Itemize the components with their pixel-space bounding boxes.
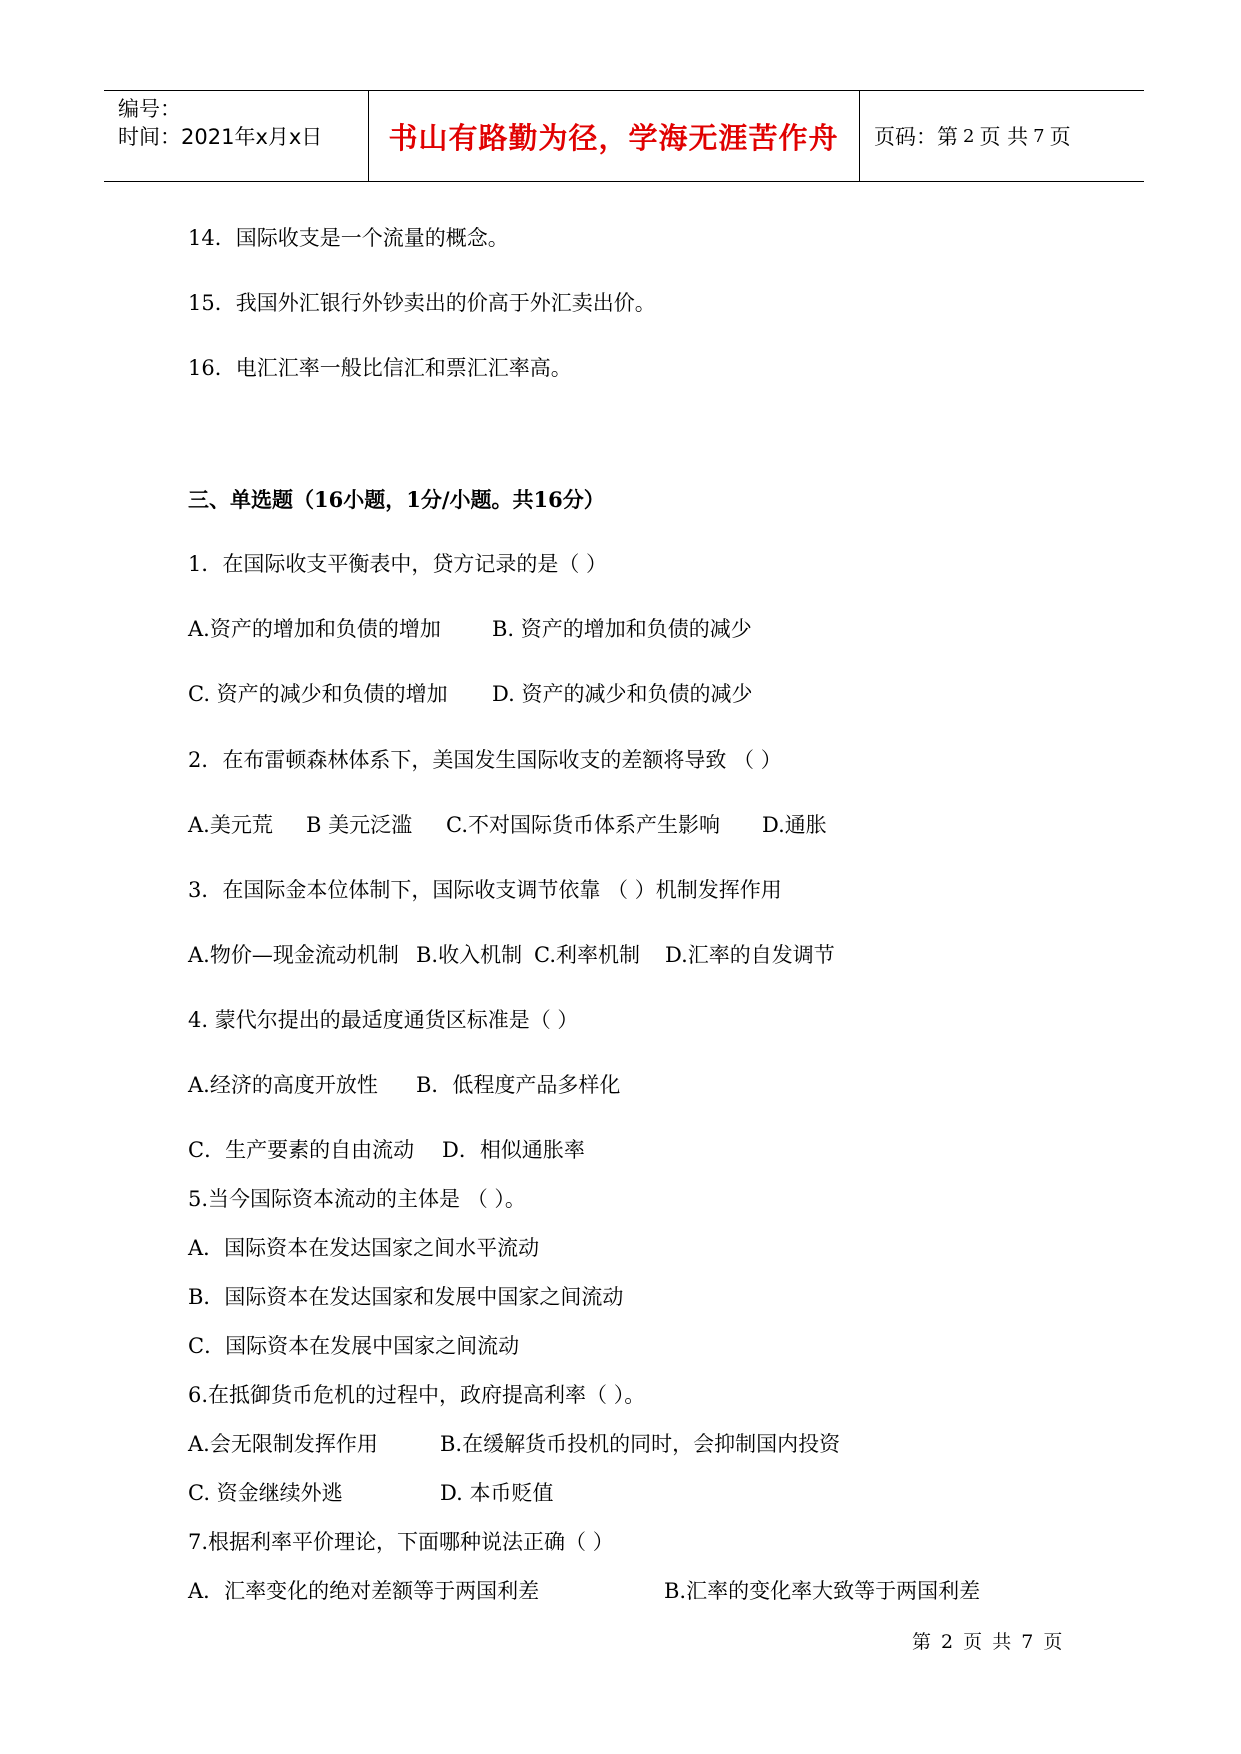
option: A．汇率变化的绝对差额等于两国利差 bbox=[188, 1579, 540, 1603]
header-divider bbox=[859, 91, 860, 181]
question-7-options bbox=[188, 1575, 980, 1605]
option: B.汇率的变化率大致等于两国利差 bbox=[664, 1579, 981, 1603]
section-heading: 三、单选题（16小题，1分/小题。共16分） bbox=[188, 487, 605, 512]
question-6-options-cd bbox=[188, 1477, 553, 1507]
question-2: 2．在布雷顿森林体系下，美国发生国际收支的差额将导致 （ ） bbox=[188, 748, 782, 772]
option: C．生产要素的自由流动 bbox=[188, 1138, 415, 1162]
option: B．低程度产品多样化 bbox=[416, 1073, 621, 1097]
question-6-options-ab bbox=[188, 1428, 840, 1458]
option: D.通胀 bbox=[762, 813, 827, 837]
option: C. 资产的减少和负债的增加 bbox=[188, 682, 448, 706]
question-4-options-ab bbox=[188, 1069, 620, 1099]
question-1: 1．在国际收支平衡表中，贷方记录的是（ ） bbox=[188, 552, 608, 576]
question-5-option-b: B．国际资本在发达国家和发展中国家之间流动 bbox=[188, 1285, 624, 1309]
option: D．相似通胀率 bbox=[442, 1138, 585, 1162]
option: A.资产的增加和负债的增加 bbox=[188, 617, 441, 641]
header-motto: 书山有路勤为径，学海无涯苦作舟 bbox=[388, 120, 839, 155]
question-3: 3．在国际金本位体制下，国际收支调节依靠 （ ）机制发挥作用 bbox=[188, 878, 782, 902]
serial-label: 编号： bbox=[118, 97, 181, 121]
question-6: 6.在抵御货币危机的过程中，政府提高利率（ ）。 bbox=[188, 1383, 646, 1407]
page-header bbox=[104, 90, 1144, 182]
option: A.经济的高度开放性 bbox=[188, 1073, 378, 1097]
header-page-number bbox=[874, 91, 1071, 181]
time-label: 时间：2021年x月x日 bbox=[118, 125, 323, 149]
option: D.汇率的自发调节 bbox=[665, 943, 835, 967]
page-footer: 第 2 页 共 7 页 bbox=[912, 1631, 1065, 1653]
question-1-options-ab bbox=[188, 613, 752, 643]
page-total: 7 bbox=[1033, 125, 1045, 147]
statement-14: 14．国际收支是一个流量的概念。 bbox=[188, 226, 509, 250]
question-4-options-cd bbox=[188, 1134, 585, 1164]
option: A.物价—现金流动机制 bbox=[188, 943, 399, 967]
question-2-options bbox=[188, 809, 827, 839]
option: A.会无限制发挥作用 bbox=[188, 1432, 378, 1456]
question-5-option-a: A．国际资本在发达国家之间水平流动 bbox=[188, 1236, 540, 1260]
option: B.在缓解货币投机的同时，会抑制国内投资 bbox=[440, 1432, 841, 1456]
question-3-options bbox=[188, 939, 835, 969]
option: B.收入机制 bbox=[416, 943, 523, 967]
statement-16: 16．电汇汇率一般比信汇和票汇汇率高。 bbox=[188, 356, 572, 380]
page-suffix: 页 bbox=[1049, 125, 1071, 149]
page-prefix: 页码：第 bbox=[874, 125, 958, 149]
question-7: 7.根据利率平价理论，下面哪种说法正确（ ） bbox=[188, 1530, 614, 1554]
option: B 美元泛滥 bbox=[306, 813, 413, 837]
page-mid: 页 共 bbox=[979, 125, 1029, 149]
option: C.利率机制 bbox=[534, 943, 640, 967]
question-1-options-cd bbox=[188, 678, 752, 708]
option: D. 资产的减少和负债的减少 bbox=[492, 682, 753, 706]
option: C. 资金继续外逃 bbox=[188, 1481, 343, 1505]
statement-15: 15．我国外汇银行外钞卖出的价高于外汇卖出价。 bbox=[188, 291, 656, 315]
question-5: 5.当今国际资本流动的主体是 （ ）。 bbox=[188, 1187, 526, 1211]
question-5-option-c: C．国际资本在发展中国家之间流动 bbox=[188, 1334, 520, 1358]
question-4: 4. 蒙代尔提出的最适度通货区标准是（ ） bbox=[188, 1008, 579, 1032]
option: A.美元荒 bbox=[188, 813, 273, 837]
option: D. 本币贬值 bbox=[440, 1481, 554, 1505]
option: B. 资产的增加和负债的减少 bbox=[492, 617, 752, 641]
header-info bbox=[118, 95, 322, 151]
page-num: 2 bbox=[963, 125, 975, 147]
option: C.不对国际货币体系产生影响 bbox=[446, 813, 720, 837]
